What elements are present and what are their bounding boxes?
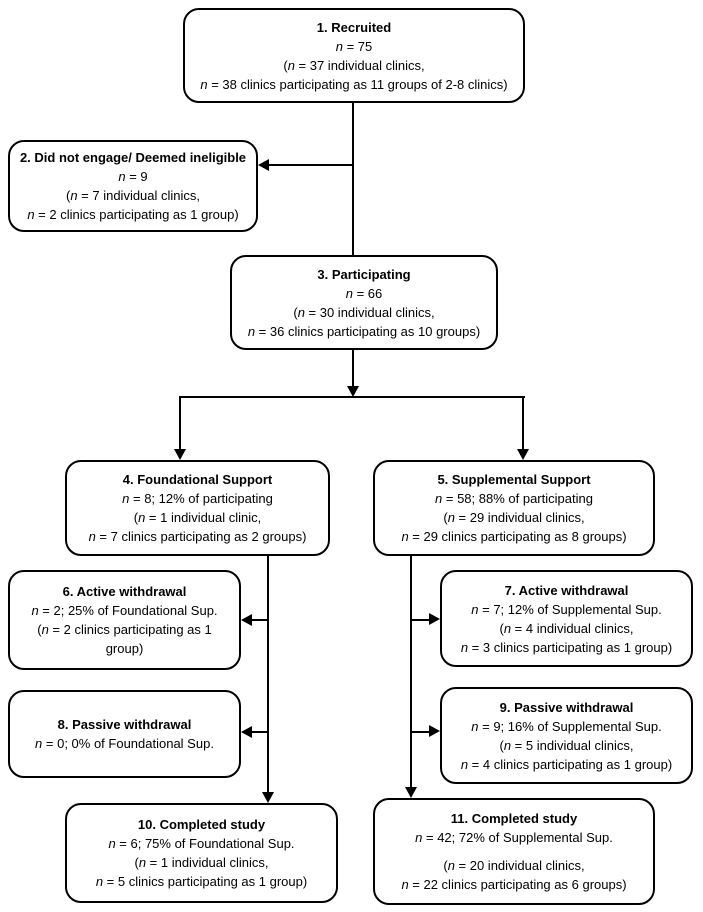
box-line: n = 8; 12% of participating bbox=[122, 491, 273, 506]
box-title: 4. Foundational Support bbox=[122, 472, 273, 487]
box-did-not-engage bbox=[8, 140, 258, 232]
box-line: (n = 2 clinics participating as 1 bbox=[37, 622, 212, 637]
box-line: n = 42; 72% of Supplemental Sup. bbox=[415, 830, 613, 845]
box-passive-withdrawal-foundational bbox=[8, 690, 241, 778]
box-line: (n = 20 individual clinics, bbox=[443, 858, 585, 873]
box-line: (n = 7 individual clinics, bbox=[65, 188, 201, 203]
box-title: 7. Active withdrawal bbox=[504, 582, 629, 598]
arrowhead-passive-withdrawal-foundational-icon bbox=[241, 726, 252, 738]
box-title: 9. Passive withdrawal bbox=[499, 699, 634, 715]
connector-split-supplemental bbox=[522, 396, 524, 449]
arrowhead-active-withdrawal-foundational-icon bbox=[241, 614, 252, 626]
box-line: (n = 30 individual clinics, bbox=[293, 304, 435, 320]
box-line: n = 58; 88% of participating bbox=[435, 491, 593, 506]
arrowhead-passive-withdrawal-supplemental-icon bbox=[429, 725, 440, 737]
box-foundational-support bbox=[65, 460, 330, 556]
box-title: 5. Supplemental Support bbox=[437, 472, 591, 487]
arrowhead-completed-supplemental-icon bbox=[405, 787, 417, 798]
box-active-withdrawal-foundational bbox=[8, 570, 241, 670]
box-line: n = 38 clinics participating as 11 groups of 2-8 clinics) bbox=[200, 76, 508, 92]
box-line: n = 5 clinics participating as 1 group) bbox=[95, 874, 308, 889]
connector-to-passive-withdrawal-foundational bbox=[252, 731, 269, 733]
connector-recruited-participating bbox=[352, 103, 354, 255]
connector-participating-split bbox=[352, 350, 354, 387]
box-line: n = 22 clinics participating as 6 groups) bbox=[401, 877, 627, 892]
box-line: n = 4 clinics participating as 1 group) bbox=[460, 756, 673, 772]
box-line: n = 0; 0% of Foundational Sup. bbox=[35, 736, 214, 751]
box-line: n = 7; 12% of Supplemental Sup. bbox=[471, 601, 662, 617]
box-passive-withdrawal-supplemental bbox=[440, 687, 693, 784]
box-line: (n = 1 individual clinics, bbox=[134, 855, 269, 870]
box-title: 10. Completed study bbox=[137, 817, 266, 832]
box-line: n = 9 bbox=[118, 169, 148, 184]
box-title: 3. Participating bbox=[317, 266, 411, 282]
box-line: (n = 5 individual clinics, bbox=[499, 737, 634, 753]
box-line: n = 9; 16% of Supplemental Sup. bbox=[471, 718, 662, 734]
box-line: n = 29 clinics participating as 8 groups) bbox=[401, 529, 627, 544]
box-title: 1. Recruited bbox=[316, 19, 392, 35]
box-participating bbox=[230, 255, 498, 350]
box-line: n = 2 clinics participating as 1 group) bbox=[27, 207, 239, 222]
connector-to-active-withdrawal-supplemental bbox=[410, 619, 429, 621]
box-line: n = 66 bbox=[345, 285, 383, 301]
box-line: n = 3 clinics participating as 1 group) bbox=[460, 639, 673, 655]
box-title: 2. Did not engage/ Deemed ineligible bbox=[19, 150, 247, 165]
arrowhead-did-not-engage-icon bbox=[258, 159, 269, 171]
box-line: (n = 29 individual clinics, bbox=[443, 510, 585, 525]
connector-foundational-completed bbox=[267, 556, 269, 793]
box-title: 8. Passive withdrawal bbox=[57, 717, 192, 732]
box-line: (n = 4 individual clinics, bbox=[499, 620, 634, 636]
connector-supplemental-completed bbox=[410, 556, 412, 788]
connector-to-passive-withdrawal-supplemental bbox=[410, 731, 429, 733]
box-recruited bbox=[183, 8, 525, 103]
box-line: (n = 37 individual clinics, bbox=[283, 57, 425, 73]
box-line: n = 6; 75% of Foundational Sup. bbox=[108, 836, 295, 851]
arrowhead-completed-foundational-icon bbox=[262, 792, 274, 803]
box-line: n = 75 bbox=[335, 38, 373, 54]
connector-to-active-withdrawal-foundational bbox=[252, 619, 269, 621]
box-title: 6. Active withdrawal bbox=[62, 584, 187, 599]
connector-split-foundational bbox=[179, 396, 181, 449]
box-completed-foundational bbox=[65, 803, 338, 903]
box-line: n = 7 clinics participating as 2 groups) bbox=[88, 529, 307, 544]
box-line: group) bbox=[105, 641, 144, 656]
split-line bbox=[179, 396, 525, 398]
arrowhead-supplemental-icon bbox=[517, 449, 529, 460]
arrowhead-active-withdrawal-supplemental-icon bbox=[429, 613, 440, 625]
box-title: 11. Completed study bbox=[450, 811, 578, 826]
arrowhead-foundational-icon bbox=[174, 449, 186, 460]
box-active-withdrawal-supplemental bbox=[440, 570, 693, 667]
box-line: n = 36 clinics participating as 10 groups) bbox=[247, 323, 481, 339]
box-supplemental-support bbox=[373, 460, 655, 556]
box-completed-supplemental bbox=[373, 798, 655, 905]
connector-to-did-not-engage bbox=[268, 164, 354, 166]
box-line: (n = 1 individual clinic, bbox=[133, 510, 262, 525]
box-line: n = 2; 25% of Foundational Sup. bbox=[31, 603, 218, 618]
